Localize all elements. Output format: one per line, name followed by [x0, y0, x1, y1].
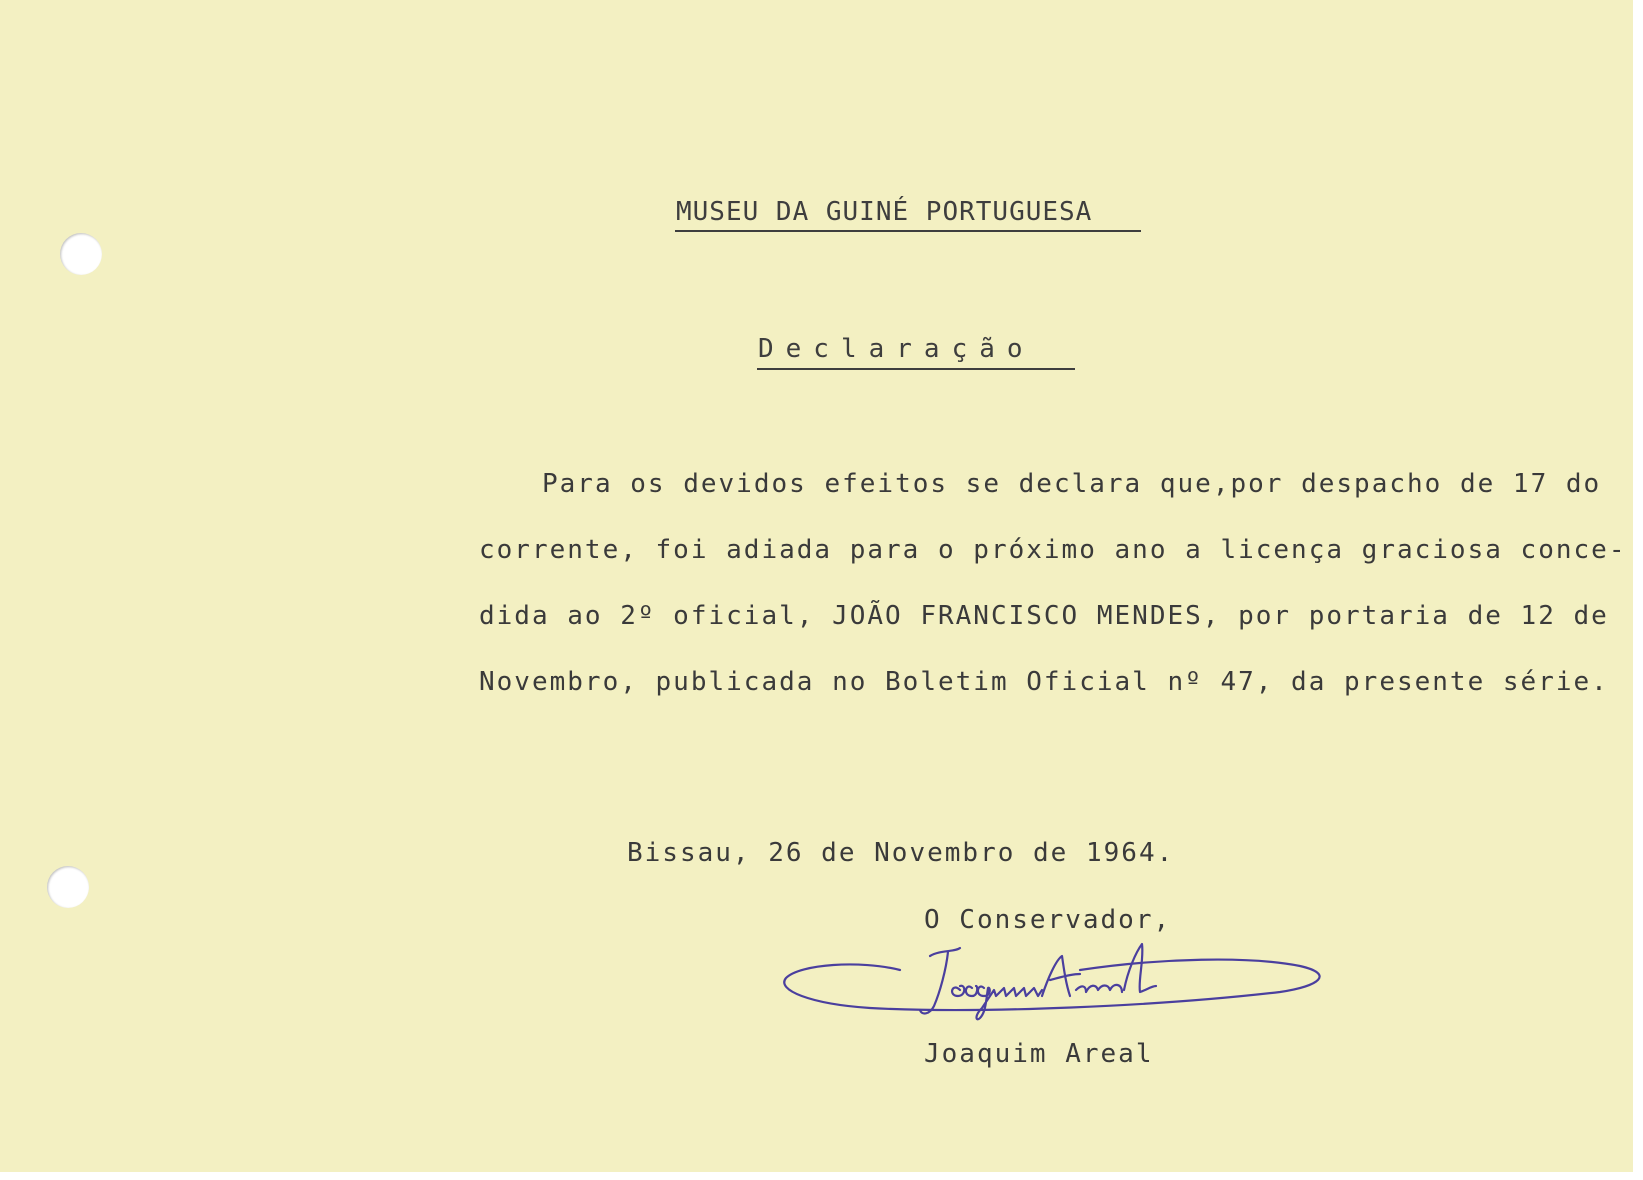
body-line-4: Novembro, publicada no Boletim Oficial nº 47, da presente série.: [479, 667, 1609, 697]
institution-header: MUSEU DA GUINÉ PORTUGUESA: [676, 197, 1093, 227]
body-line-3: dida ao 2º oficial, JOÃO FRANCISCO MENDES, por portaria de 12 de: [479, 601, 1609, 631]
punch-hole-bottom: [47, 866, 89, 908]
handwritten-signature: [780, 930, 1340, 1040]
scan-edge-bottom: [0, 1172, 1643, 1180]
body-line-1: Para os devidos efeitos se declara que,por despacho de 17 do: [542, 469, 1602, 499]
date-line: Bissau, 26 de Novembro de 1964.: [627, 838, 1175, 868]
document-title: Declaração: [758, 334, 1035, 364]
signer-role: O Conservador,: [924, 905, 1172, 935]
body-line-2: corrente, foi adiada para o próximo ano a licença graciosa conce-: [479, 535, 1627, 565]
scan-edge-right: [1633, 0, 1643, 1180]
header-underline: [675, 230, 1141, 232]
title-underline: [757, 368, 1075, 370]
signer-name: Joaquim Areal: [924, 1039, 1154, 1069]
punch-hole-top: [60, 233, 102, 275]
